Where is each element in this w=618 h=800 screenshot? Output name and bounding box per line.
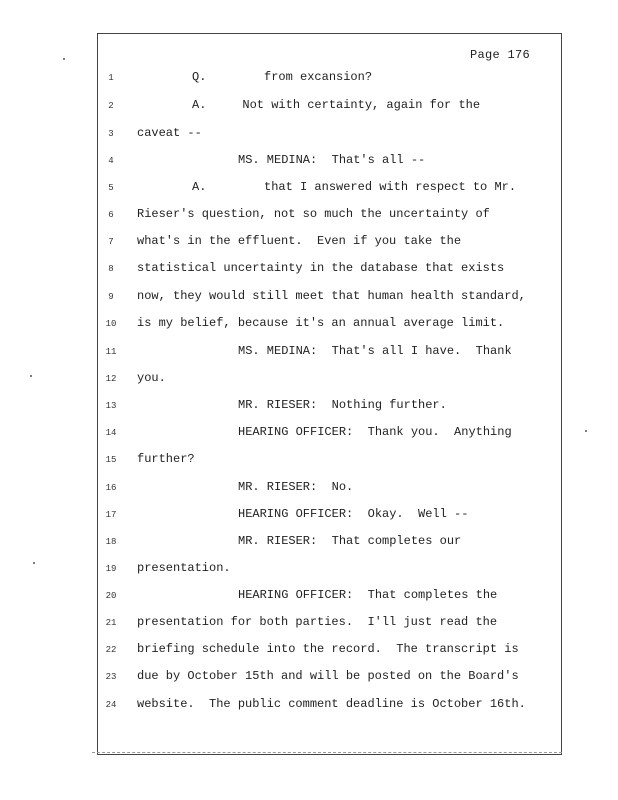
line-text: further? <box>137 452 195 466</box>
transcript-line <box>0 126 618 144</box>
transcript-line <box>0 697 618 715</box>
transcript-line <box>0 398 618 416</box>
line-text: A. that I answered with respect to Mr. <box>192 180 517 194</box>
transcript-line <box>0 207 618 225</box>
transcript-line <box>0 98 618 116</box>
line-number: 16 <box>105 483 117 493</box>
transcript-line <box>0 344 618 362</box>
scan-speck <box>33 562 35 564</box>
line-number: 4 <box>108 156 114 166</box>
transcript-line <box>0 180 618 198</box>
line-text: briefing schedule into the record. The transcript is <box>137 642 519 656</box>
line-text: MS. MEDINA: That's all -- <box>238 153 426 167</box>
line-text: MR. RIESER: No. <box>238 480 354 494</box>
line-number: 22 <box>105 645 117 655</box>
line-number: 11 <box>105 347 117 357</box>
line-text: caveat -- <box>137 126 202 140</box>
transcript-line <box>0 371 618 389</box>
line-number: 13 <box>105 401 117 411</box>
transcript-line <box>0 425 618 443</box>
line-number: 21 <box>105 618 117 628</box>
transcript-line <box>0 642 618 660</box>
transcript-line <box>0 153 618 171</box>
line-text: presentation for both parties. I'll just read the <box>137 615 498 629</box>
line-text: website. The public comment deadline is October 16th. <box>137 697 526 711</box>
transcript-line <box>0 561 618 579</box>
line-text: MS. MEDINA: That's all I have. Thank <box>238 344 512 358</box>
line-text: HEARING OFFICER: Thank you. Anything <box>238 425 512 439</box>
line-text: due by October 15th and will be posted on the Board's <box>137 669 519 683</box>
line-text: what's in the effluent. Even if you take the <box>137 234 462 248</box>
line-text: is my belief, because it's an annual average limit. <box>137 316 505 330</box>
line-text: Rieser's question, not so much the uncertainty of <box>137 207 490 221</box>
line-number: 1 <box>108 73 114 83</box>
transcript-line <box>0 70 618 88</box>
line-text: A. Not with certainty, again for the <box>192 98 481 112</box>
transcript-line <box>0 452 618 470</box>
line-number: 7 <box>108 237 114 247</box>
scan-speck <box>63 58 65 60</box>
transcript-line <box>0 588 618 606</box>
line-number: 5 <box>108 183 114 193</box>
line-number: 8 <box>108 264 114 274</box>
transcript-line <box>0 316 618 334</box>
line-number: 18 <box>105 537 117 547</box>
scan-speck <box>30 375 32 377</box>
line-text: statistical uncertainty in the database that exists <box>137 261 505 275</box>
line-number: 3 <box>108 129 114 139</box>
line-number: 6 <box>108 210 114 220</box>
transcript-line <box>0 261 618 279</box>
line-text: MR. RIESER: Nothing further. <box>238 398 447 412</box>
line-number: 15 <box>105 455 117 465</box>
transcript-line <box>0 507 618 525</box>
transcript-line <box>0 289 618 307</box>
line-number: 19 <box>105 564 117 574</box>
line-number: 2 <box>108 101 114 111</box>
transcript-line <box>0 480 618 498</box>
line-text: HEARING OFFICER: That completes the <box>238 588 498 602</box>
footer-rule <box>92 752 562 753</box>
line-number: 20 <box>105 591 117 601</box>
line-number: 10 <box>105 319 117 329</box>
page-number: Page 176 <box>470 48 531 62</box>
line-number: 9 <box>108 292 114 302</box>
line-text: now, they would still meet that human health standard, <box>137 289 526 303</box>
line-text: presentation. <box>137 561 231 575</box>
line-number: 24 <box>105 700 117 710</box>
transcript-line <box>0 534 618 552</box>
line-text: you. <box>137 371 166 385</box>
line-number: 23 <box>105 672 117 682</box>
transcript-line <box>0 615 618 633</box>
transcript-line <box>0 234 618 252</box>
line-number: 12 <box>105 374 117 384</box>
transcript-line <box>0 669 618 687</box>
line-number: 17 <box>105 510 117 520</box>
scan-speck <box>585 430 587 432</box>
line-number: 14 <box>105 428 117 438</box>
line-text: Q. from excansion? <box>192 70 373 84</box>
line-text: MR. RIESER: That completes our <box>238 534 462 548</box>
line-text: HEARING OFFICER: Okay. Well -- <box>238 507 469 521</box>
